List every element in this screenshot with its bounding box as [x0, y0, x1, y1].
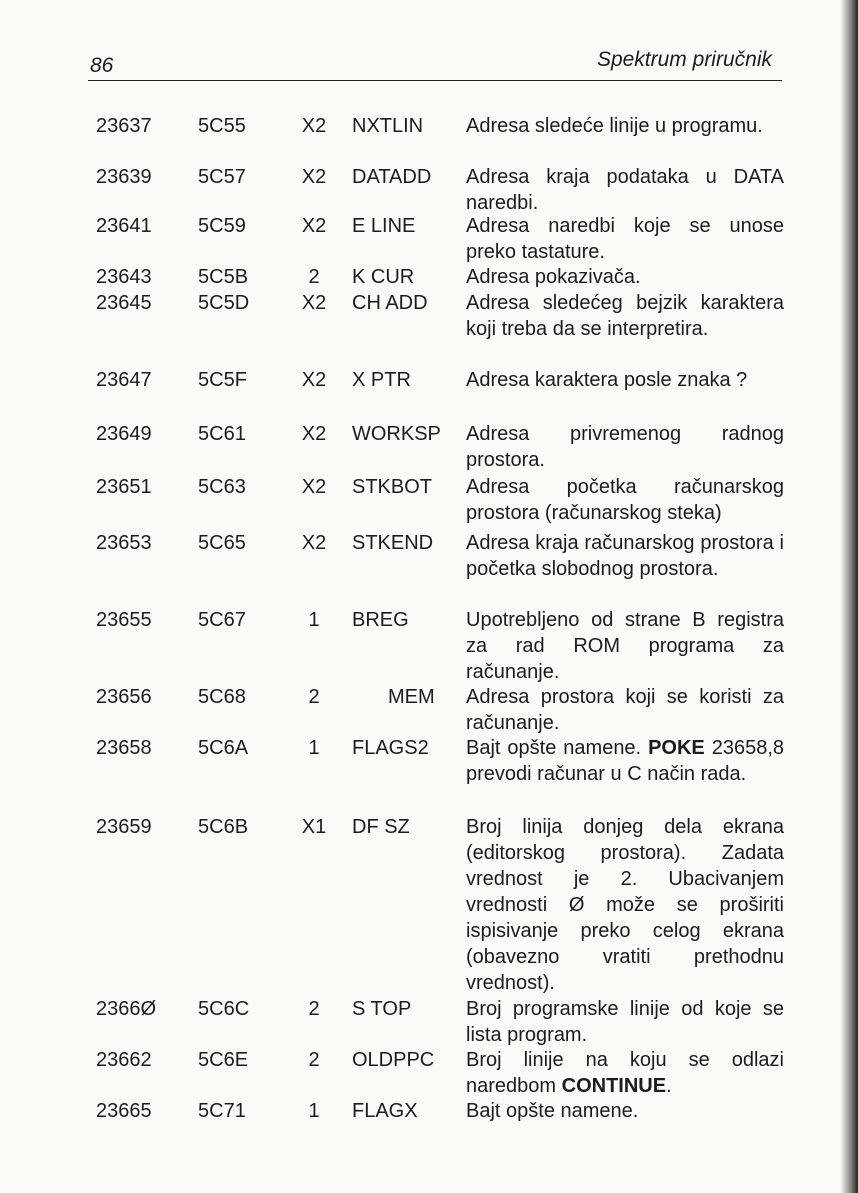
address-cell: 23655: [96, 609, 152, 631]
variable-name-cell: X PTR: [352, 369, 411, 391]
address-cell: 23656: [96, 686, 152, 708]
hex-cell: 5C61: [198, 423, 246, 445]
variable-name-cell: DF SZ: [352, 816, 410, 838]
description-cell: Adresa privremenog radnog prostora.: [466, 423, 784, 471]
description-text: Bajt opšte namene.: [466, 737, 649, 759]
hex-cell: 5C6A: [198, 737, 249, 759]
variable-name-cell: OLDPPC: [352, 1049, 435, 1071]
description-cell: Broj linija donjeg dela ekrana (editorskog prostora). Zadata vrednost je 2. Ubacivanjem vrednosti Ø može se proširiti ispisivanje preko celog ekrana (obavezno vratiti prethodnu vrednost).: [466, 816, 784, 994]
description-text: Broj linije na koju se odlazi naredbom: [466, 1049, 784, 1097]
hex-cell: 5C6E: [198, 1049, 249, 1071]
page-edge-shadow: [840, 0, 858, 1193]
keyword-continue: CONTINUE: [561, 1075, 667, 1097]
address-cell: 23649: [96, 423, 152, 445]
variable-name-cell: DATADD: [352, 166, 432, 188]
description-text: .: [666, 1075, 672, 1097]
size-cell: 1: [308, 737, 320, 759]
size-cell: 2: [308, 686, 320, 708]
description-cell: Broj programske linije od koje se lista program.: [466, 998, 784, 1046]
size-cell: 2: [308, 266, 320, 288]
address-cell: 23641: [96, 215, 152, 237]
variable-name-cell: STKBOT: [352, 476, 433, 498]
description-cell: Bajt opšte namene.: [466, 1100, 639, 1122]
hex-cell: 5C55: [198, 115, 246, 137]
size-cell: X2: [301, 115, 327, 137]
variable-name-cell: FLAGS2: [352, 737, 429, 759]
size-cell: X2: [301, 292, 327, 314]
description-cell: Adresa karaktera posle znaka ?: [466, 369, 748, 391]
address-cell: 23659: [96, 816, 152, 838]
description-cell: Adresa sledećeg bejzik karaktera koji treba da se interpretira.: [466, 292, 784, 340]
description-cell: [466, 1047, 784, 1099]
size-cell: X2: [301, 369, 327, 391]
hex-cell: 5C5F: [198, 369, 247, 391]
variable-name-cell: WORKSP: [352, 423, 441, 445]
address-cell: 23637: [96, 115, 152, 137]
page-number: 86: [90, 54, 114, 77]
page-header: [0, 0, 858, 90]
keyword-poke: POKE: [648, 737, 705, 759]
address-cell: 23651: [96, 476, 152, 498]
variable-name-cell: NXTLIN: [352, 115, 424, 137]
hex-cell: 5C63: [198, 476, 246, 498]
description-cell: Adresa kraja računarskog prostora i početka slobodnog prostora.: [466, 532, 784, 580]
address-cell: 23639: [96, 166, 152, 188]
hex-cell: 5C6C: [198, 998, 250, 1020]
hex-cell: 5C71: [198, 1100, 246, 1122]
variable-name-cell: BREG: [352, 609, 409, 631]
size-cell: X2: [301, 532, 327, 554]
hex-cell: 5C5D: [198, 292, 250, 314]
size-cell: 1: [308, 1100, 320, 1122]
address-cell: 2366Ø: [96, 998, 157, 1020]
address-cell: 23643: [96, 266, 152, 288]
hex-cell: 5C65: [198, 532, 246, 554]
hex-cell: 5C59: [198, 215, 246, 237]
variable-name-cell: S TOP: [352, 998, 412, 1020]
size-cell: X2: [301, 476, 327, 498]
size-cell: 1: [308, 609, 320, 631]
hex-cell: 5C5B: [198, 266, 249, 288]
address-cell: 23662: [96, 1049, 152, 1071]
variable-name-cell: MEM: [388, 686, 435, 708]
variable-name-cell: K CUR: [352, 266, 415, 288]
description-cell: Adresa kraja podataka u DATA naredbi.: [466, 166, 784, 214]
description-cell: Adresa pokazivača.: [466, 266, 641, 288]
description-cell: Upotrebljeno od strane B registra za rad ROM programa za računanje.: [466, 609, 784, 683]
hex-cell: 5C68: [198, 686, 246, 708]
description-cell: [466, 735, 784, 787]
address-cell: 23647: [96, 369, 152, 391]
description-cell: Adresa početka računarskog prostora (računarskog steka): [466, 476, 784, 524]
size-cell: 2: [308, 998, 320, 1020]
description-cell: Adresa naredbi koje se unose preko tastature.: [466, 215, 784, 263]
variable-name-cell: E LINE: [352, 215, 416, 237]
hex-cell: 5C57: [198, 166, 246, 188]
hex-cell: 5C67: [198, 609, 246, 631]
variable-name-cell: FLAGX: [352, 1100, 418, 1122]
header-rule: [88, 80, 782, 81]
description-text: 23658,8 prevodi računar u C način rada.: [466, 737, 784, 785]
address-cell: 23658: [96, 737, 152, 759]
description-cell: Adresa prostora koji se koristi za računanje.: [466, 686, 784, 734]
hex-cell: 5C6B: [198, 816, 249, 838]
variable-name-cell: CH ADD: [352, 292, 428, 314]
address-cell: 23653: [96, 532, 152, 554]
size-cell: X2: [301, 166, 327, 188]
variable-name-cell: STKEND: [352, 532, 434, 554]
running-title: Spektrum priručnik: [596, 48, 772, 71]
description-cell: Adresa sledeće linije u programu.: [466, 115, 763, 137]
size-cell: X1: [301, 816, 327, 838]
size-cell: X2: [301, 423, 327, 445]
size-cell: X2: [301, 215, 327, 237]
address-cell: 23665: [96, 1100, 152, 1122]
size-cell: 2: [308, 1049, 320, 1071]
address-cell: 23645: [96, 292, 152, 314]
